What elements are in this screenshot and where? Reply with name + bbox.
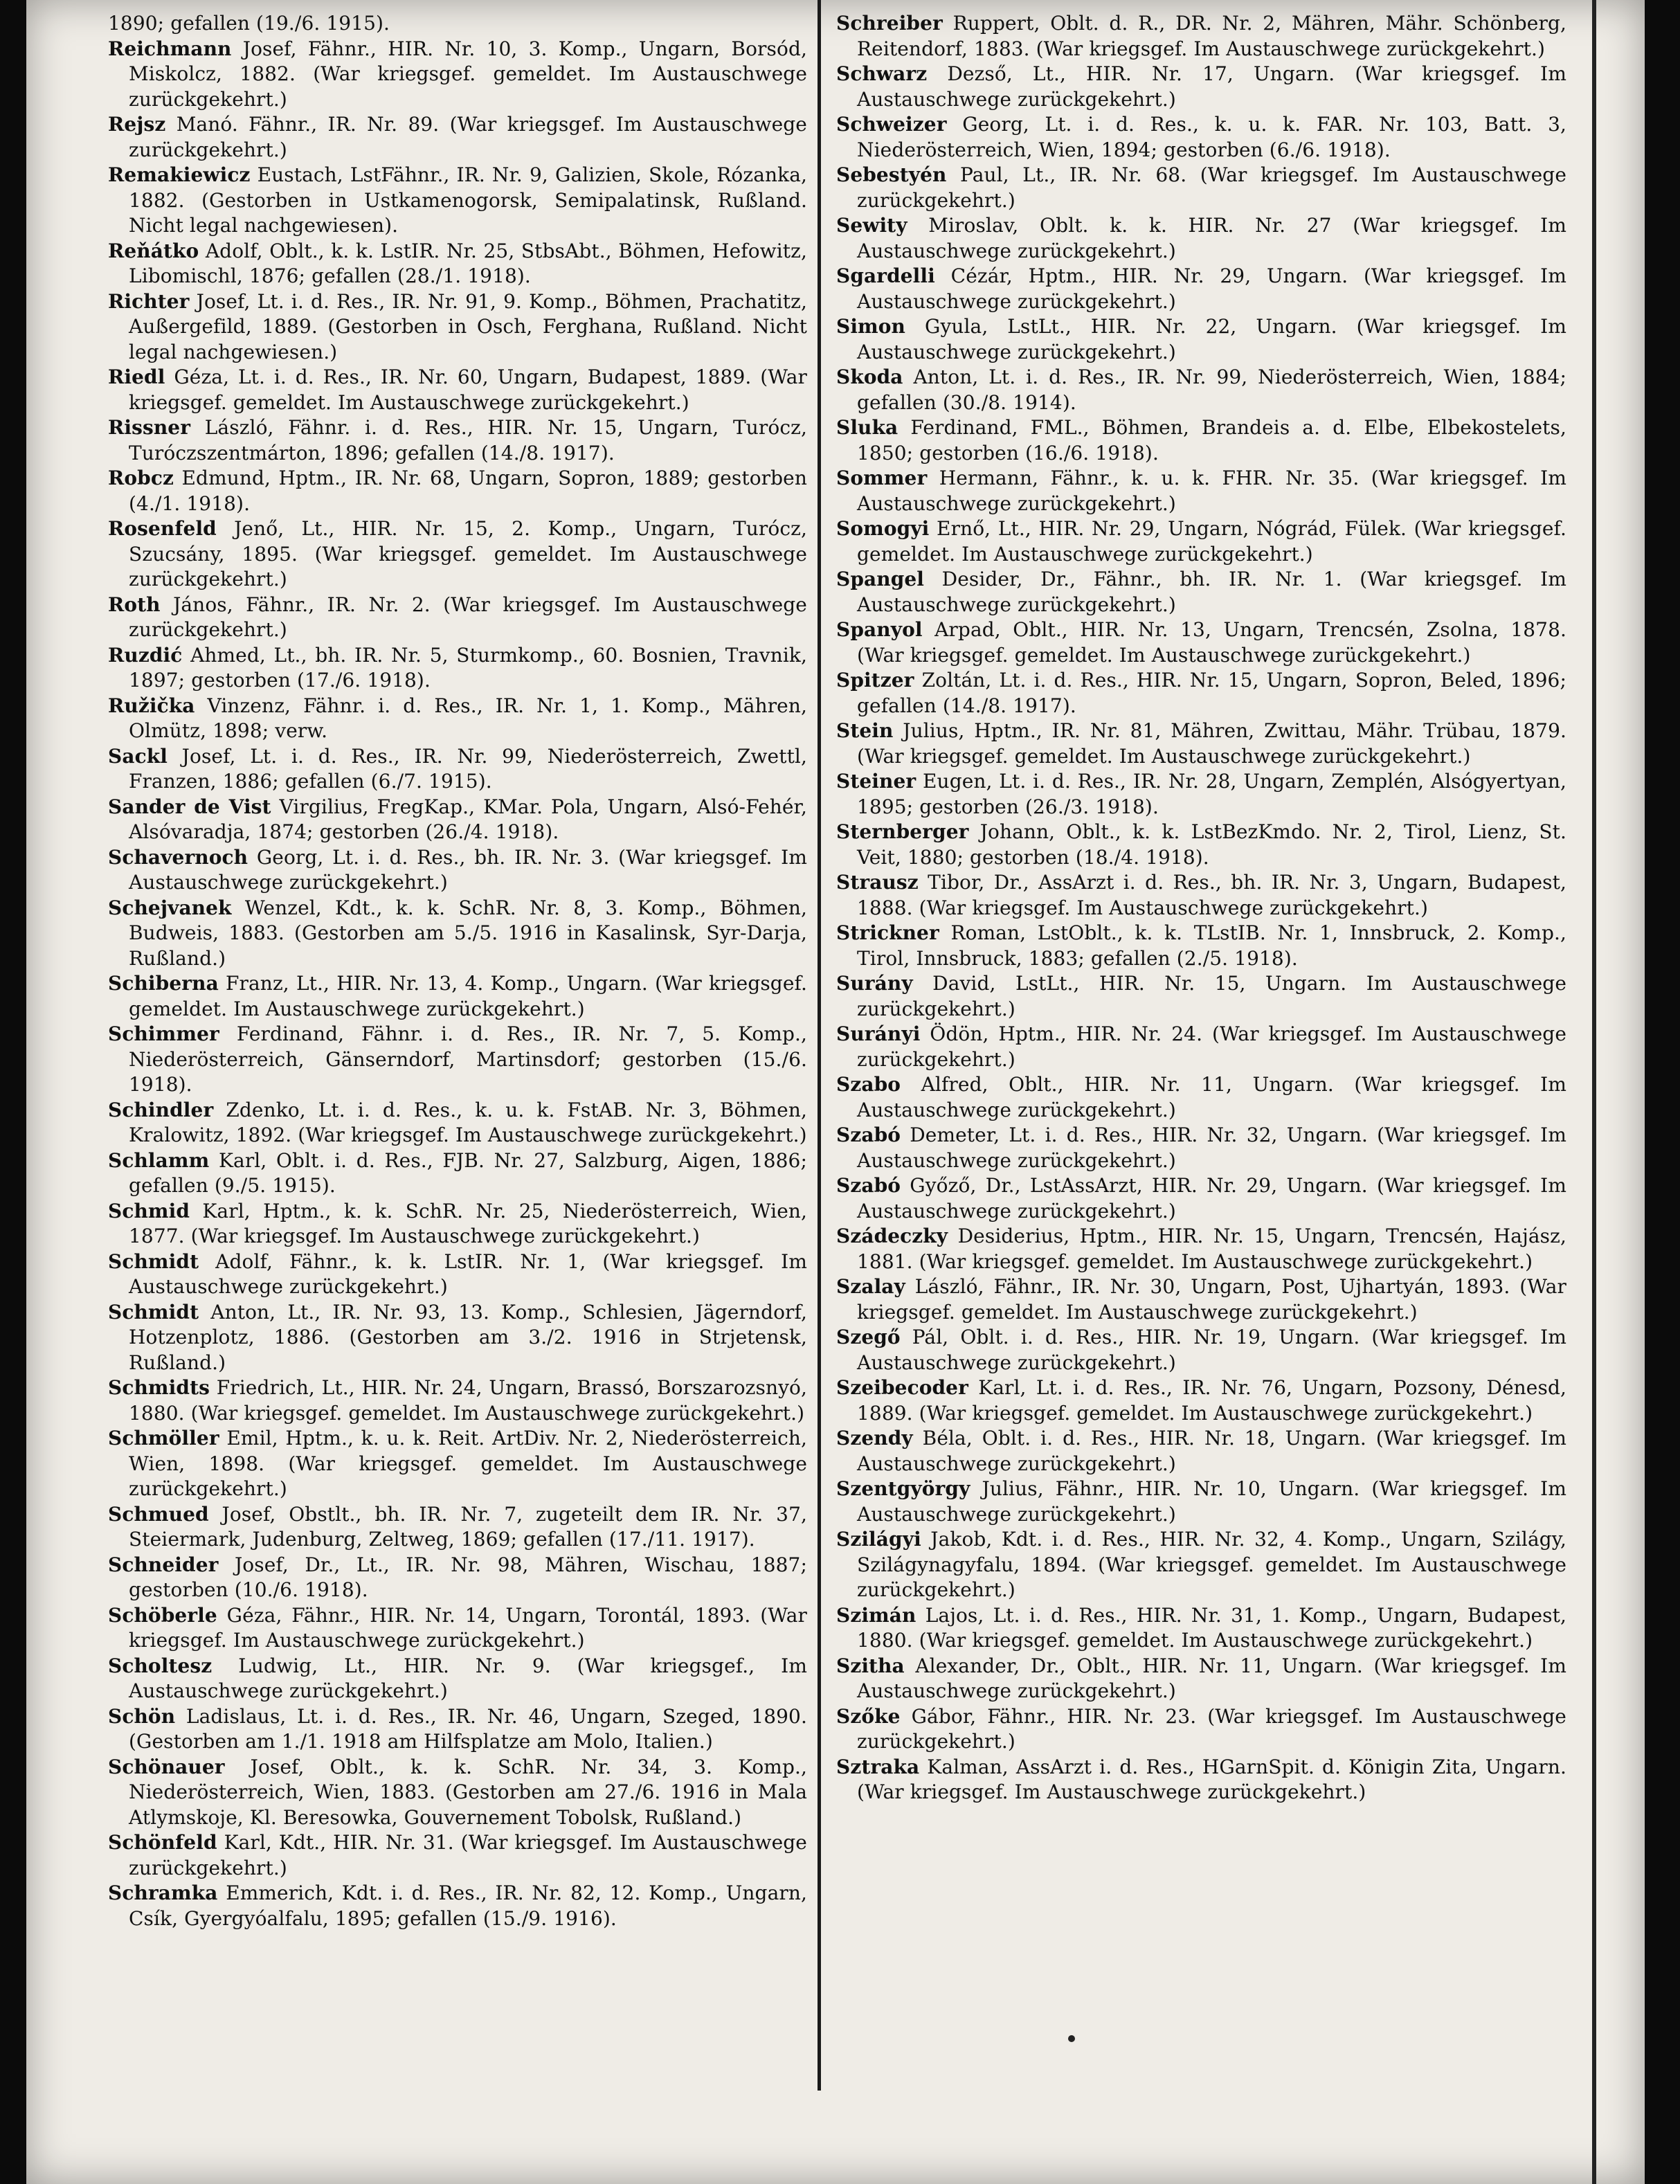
entry-surname: Somogyi: [836, 517, 930, 540]
left-column: [108, 11, 807, 2156]
entry-surname: Szitha: [836, 1654, 905, 1677]
entry-details: Anton, Lt. i. d. Res., IR. Nr. 99, Niederösterreich, Wien, 1884; gefallen (30./8. 1914).: [857, 365, 1566, 414]
entry-surname: Surány: [836, 972, 913, 995]
register-entry: [836, 820, 1566, 870]
entry-surname: Schejvanek: [108, 896, 232, 919]
entry-surname: Szilágyi: [836, 1528, 921, 1551]
register-entry: [836, 1426, 1566, 1477]
entry-surname: Sewity: [836, 214, 907, 237]
entry-details: Karl, Lt. i. d. Res., IR. Nr. 76, Ungarn, Pozsony, Dénesd, 1889. (War kriegsgef. gemeldet. Im Austauschwege zurückgekehrt.): [857, 1376, 1566, 1425]
register-entry: [836, 1072, 1566, 1123]
entry-details: Géza, Lt. i. d. Res., IR. Nr. 60, Ungarn, Budapest, 1889. (War kriegsgef. gemeldet. Im Austauschwege zurückgekehrt.): [129, 365, 807, 414]
entry-details: Josef, Lt. i. d. Res., IR. Nr. 91, 9. Komp., Böhmen, Prachatitz, Außergefild, 1889. (Gestorben in Osch, Ferghana, Rußland. Nicht legal nachgewiesen.): [129, 289, 807, 363]
entry-details: Wenzel, Kdt., k. k. SchR. Nr. 8, 3. Komp., Böhmen, Budweis, 1883. (Gestorben am 5./5. 1916 in Kasalinsk, Syr-Darja, Rußland.): [129, 896, 807, 970]
register-entry: [836, 1224, 1566, 1274]
entry-surname: Schmid: [108, 1199, 190, 1222]
entry-details: Adolf, Oblt., k. k. LstIR. Nr. 25, StbsAbt., Böhmen, Hefowitz, Libomischl, 1876; gefallen (28./1. 1918).: [129, 239, 807, 287]
register-entry: [108, 516, 807, 593]
entry-surname: Strausz: [836, 871, 919, 894]
register-entry: [836, 1477, 1566, 1527]
register-entry: [108, 971, 807, 1022]
entry-details: Josef, Lt. i. d. Res., IR. Nr. 99, Niederösterreich, Zwettl, Franzen, 1886; gefallen (6./7. 1915).: [129, 744, 807, 793]
entry-surname: Szimán: [836, 1603, 916, 1627]
register-entry: [108, 466, 807, 516]
register-entry: [836, 415, 1566, 466]
register-entry: [108, 1426, 807, 1502]
entry-details: 1890; gefallen (19./6. 1915).: [108, 12, 390, 35]
entry-details: Karl, Hptm., k. k. SchR. Nr. 25, Niederösterreich, Wien, 1877. (War kriegsgef. Im Austauschwege zurückgekehrt.): [129, 1199, 807, 1247]
entry-details: Ernő, Lt., HIR. Nr. 29, Ungarn, Nógrád, Fülek. (War kriegsgef. gemeldet. Im Austauschwege zurückgekehrt.): [857, 517, 1566, 566]
register-entry: [836, 112, 1566, 163]
register-entry: [108, 1375, 807, 1426]
entry-details: Hermann, Fähnr., k. u. k. FHR. Nr. 35. (War kriegsgef. Im Austauschwege zurückgekehrt.): [857, 467, 1566, 515]
register-entry: [836, 213, 1566, 264]
entry-surname: Sgardelli: [836, 264, 935, 287]
entry-surname: Robcz: [108, 467, 174, 489]
entry-details: Josef, Obstlt., bh. IR. Nr. 7, zugeteilt dem IR. Nr. 37, Steiermark, Judenburg, Zeltweg, 1869; gefallen (17./11. 1917).: [129, 1502, 807, 1551]
ink-spot: [1068, 2035, 1075, 2042]
register-entry: [108, 1603, 807, 1654]
entry-details: Georg, Lt. i. d. Res., bh. IR. Nr. 3. (War kriegsgef. Im Austauschwege zurückgekehrt.): [129, 845, 807, 894]
register-entry: [836, 1527, 1566, 1603]
register-entry: [108, 1654, 807, 1704]
register-entry: [836, 1755, 1566, 1805]
entry-surname: Schavernoch: [108, 845, 249, 869]
entry-surname: Spangel: [836, 568, 925, 590]
register-entry: [836, 314, 1566, 365]
register-entry: [108, 795, 807, 845]
entry-details: Josef, Dr., Lt., IR. Nr. 98, Mähren, Wischau, 1887; gestorben (10./6. 1918).: [129, 1553, 807, 1601]
right-column: [836, 11, 1566, 2156]
entry-surname: Roth: [108, 593, 161, 616]
register-entry: [836, 1603, 1566, 1654]
register-entry: [836, 769, 1566, 820]
entry-details: Jakob, Kdt. i. d. Res., HIR. Nr. 32, 4. Komp., Ungarn, Szilágy, Szilágynagyfalu, 1894. (War kriegsgef. gemeldet. Im Austauschwege zurückgekehrt.): [857, 1528, 1566, 1601]
entry-details: Karl, Oblt. i. d. Res., FJB. Nr. 27, Salzburg, Aigen, 1886; gefallen (9./5. 1915).: [129, 1148, 807, 1197]
entry-details: Karl, Kdt., HIR. Nr. 31. (War kriegsgef. Im Austauschwege zurückgekehrt.): [129, 1831, 807, 1879]
register-entry: [108, 1704, 807, 1755]
entry-details: Ahmed, Lt., bh. IR. Nr. 5, Sturmkomp., 60. Bosnien, Travnik, 1897; gestorben (17./6. 1918).: [129, 643, 807, 692]
entry-surname: Schön: [108, 1704, 176, 1728]
entry-details: Arpad, Oblt., HIR. Nr. 13, Ungarn, Trencsén, Zsolna, 1878. (War kriegsgef. gemeldet. Im Austauschwege zurückgekehrt.): [857, 618, 1566, 667]
entry-details: Emmerich, Kdt. i. d. Res., IR. Nr. 82, 12. Komp., Ungarn, Csík, Gyergyóalfalu, 1895; gefallen (15./9. 1916).: [129, 1881, 807, 1930]
entry-surname: Schimmer: [108, 1022, 219, 1045]
entry-details: László, Fähnr. i. d. Res., HIR. Nr. 15, Ungarn, Turócz, Turóczszentmárton, 1896; gefallen (14./8. 1917).: [129, 416, 807, 464]
entry-details: Miroslav, Oblt. k. k. HIR. Nr. 27 (War kriegsgef. Im Austauschwege zurückgekehrt.): [857, 214, 1566, 262]
entry-surname: Scholtesz: [108, 1654, 213, 1677]
register-entry: [108, 1881, 807, 1931]
entry-details: Zdenko, Lt. i. d. Res., k. u. k. FstAB. Nr. 3, Böhmen, Kralowitz, 1892. (War kriegsgef. Im Austauschwege zurückgekehrt.): [129, 1098, 807, 1146]
entry-details: Ferdinand, Fähnr. i. d. Res., IR. Nr. 7, 5. Komp., Niederösterreich, Gänserndorf, Martinsdorf; gestorben (15./6. 1918).: [129, 1022, 807, 1096]
register-entry: [836, 1375, 1566, 1426]
register-entry: [108, 11, 807, 37]
entry-details: Desider, Dr., Fähnr., bh. IR. Nr. 1. (War kriegsgef. Im Austauschwege zurückgekehrt.): [857, 568, 1566, 616]
entry-surname: Szőke: [836, 1704, 901, 1728]
entry-details: Georg, Lt. i. d. Res., k. u. k. FAR. Nr. 103, Batt. 3, Niederösterreich, Wien, 1894; gestorben (6./6. 1918).: [857, 113, 1566, 161]
entry-surname: Schindler: [108, 1098, 214, 1121]
entry-surname: Schneider: [108, 1553, 219, 1576]
entry-surname: Szabó: [836, 1123, 901, 1146]
entry-details: Ludwig, Lt., HIR. Nr. 9. (War kriegsgef., Im Austauschwege zurückgekehrt.): [129, 1654, 807, 1702]
register-entry: [836, 365, 1566, 415]
entry-surname: Schmöller: [108, 1427, 219, 1450]
entry-surname: Schöberle: [108, 1603, 217, 1627]
entry-surname: Sternberger: [836, 820, 969, 843]
entry-details: Jenő, Lt., HIR. Nr. 15, 2. Komp., Ungarn, Turócz, Szucsány, 1895. (War kriegsgef. gemeldet. Im Austauschwege zurückgekehrt.): [129, 517, 807, 590]
entry-details: Ladislaus, Lt. i. d. Res., IR. Nr. 46, Ungarn, Szeged, 1890. (Gestorben am 1./1. 1918 am Hilfsplatze am Molo, Italien.): [129, 1704, 807, 1753]
register-entry: [108, 593, 807, 643]
register-entry: [108, 845, 807, 896]
register-entry: [836, 163, 1566, 213]
entry-surname: Rissner: [108, 416, 191, 439]
register-entry: [836, 617, 1566, 668]
entry-details: Ruppert, Oblt. d. R., DR. Nr. 2, Mähren, Mähr. Schönberg, Reitendorf, 1883. (War kriegsgef. Im Austauschwege zurückgekehrt.): [857, 12, 1566, 60]
entry-details: Gábor, Fähnr., HIR. Nr. 23. (War kriegsgef. Im Austauschwege zurückgekehrt.): [857, 1704, 1566, 1753]
entry-details: Alfred, Oblt., HIR. Nr. 11, Ungarn. (War kriegsgef. Im Austauschwege zurückgekehrt.): [857, 1073, 1566, 1121]
register-entry: [108, 289, 807, 365]
register-entry: [108, 1502, 807, 1553]
register-entry: [836, 466, 1566, 516]
register-entry: [836, 1325, 1566, 1375]
entry-surname: Spanyol: [836, 618, 923, 641]
register-entry: [836, 921, 1566, 971]
scanned-page: [26, 0, 1645, 2184]
entry-details: Roman, LstOblt., k. k. TLstIB. Nr. 1, Innsbruck, 2. Komp., Tirol, Innsbruck, 1883; gefallen (2./5. 1918).: [857, 921, 1566, 970]
register-entry: [108, 643, 807, 694]
register-entry: [108, 1553, 807, 1603]
entry-surname: Schramka: [108, 1881, 218, 1904]
entry-details: Pál, Oblt. i. d. Res., HIR. Nr. 19, Ungarn. (War kriegsgef. Im Austauschwege zurückgekehrt.): [857, 1326, 1566, 1374]
entry-surname: Schönfeld: [108, 1831, 217, 1854]
register-entry: [836, 1274, 1566, 1325]
register-entry: [836, 1654, 1566, 1704]
entry-details: Vinzenz, Fähnr. i. d. Res., IR. Nr. 1, 1. Komp., Mähren, Olmütz, 1898; verw.: [129, 694, 807, 742]
register-entry: [836, 719, 1566, 769]
register-entry: [836, 11, 1566, 62]
entry-surname: Schreiber: [836, 12, 943, 35]
entry-details: Josef, Oblt., k. k. SchR. Nr. 34, 3. Komp., Niederösterreich, Wien, 1883. (Gestorben am 27./6. 1916 in Mala Atlymskoje, Kl. Beresowka, Gouvernement Tobolsk, Rußland.): [129, 1755, 807, 1829]
entry-details: Eugen, Lt. i. d. Res., IR. Nr. 28, Ungarn, Zemplén, Alsógyertyan, 1895; gestorben (26./3. 1918).: [857, 770, 1566, 818]
entry-details: Anton, Lt., IR. Nr. 93, 13. Komp., Schlesien, Jägerndorf, Hotzenplotz, 1886. (Gestorben am 3./2. 1916 in Strjetensk, Rußland.): [129, 1300, 807, 1374]
entry-surname: Ruzdić: [108, 643, 183, 667]
register-entry: [836, 1173, 1566, 1224]
entry-surname: Reichmann: [108, 37, 232, 60]
entry-surname: Richter: [108, 289, 190, 313]
register-entry: [108, 365, 807, 415]
page-edge-shadow: [1592, 0, 1596, 2184]
entry-details: Emil, Hptm., k. u. k. Reit. ArtDiv. Nr. 2, Niederösterreich, Wien, 1898. (War kriegsgef. gemeldet. Im Austauschwege zurückgekehrt.): [129, 1427, 807, 1500]
entry-surname: Sackl: [108, 744, 168, 768]
entry-surname: Sommer: [836, 467, 928, 489]
entry-surname: Sebestyén: [836, 163, 947, 186]
entry-details: Edmund, Hptm., IR. Nr. 68, Ungarn, Sopron, 1889; gestorben (4./1. 1918).: [129, 467, 807, 515]
entry-details: János, Fähnr., IR. Nr. 2. (War kriegsgef. Im Austauschwege zurückgekehrt.): [129, 593, 807, 641]
register-entry: [108, 415, 807, 466]
register-entry: [836, 870, 1566, 921]
entry-surname: Rosenfeld: [108, 517, 217, 540]
entry-surname: Surányi: [836, 1022, 921, 1045]
entry-surname: Szeibecoder: [836, 1376, 968, 1399]
register-entry: [836, 516, 1566, 567]
register-entry: [108, 1098, 807, 1148]
entry-surname: Sztraka: [836, 1755, 920, 1778]
entry-details: Paul, Lt., IR. Nr. 68. (War kriegsgef. Im Austauschwege zurückgekehrt.): [857, 163, 1566, 212]
entry-surname: Schmidts: [108, 1376, 210, 1399]
entry-details: David, LstLt., HIR. Nr. 15, Ungarn. Im Austauschwege zurückgekehrt.): [857, 972, 1566, 1020]
entry-surname: Riedl: [108, 365, 165, 388]
entry-details: Franz, Lt., HIR. Nr. 13, 4. Komp., Ungarn. (War kriegsgef. gemeldet. Im Austauschwege zurückgekehrt.): [129, 972, 807, 1020]
entry-details: Friedrich, Lt., HIR. Nr. 24, Ungarn, Brassó, Borszarozsnyó, 1880. (War kriegsgef. gemeldet. Im Austauschwege zurückgekehrt.): [129, 1376, 807, 1425]
entry-surname: Sander de Vist: [108, 795, 271, 818]
register-entry: [108, 896, 807, 972]
entry-surname: Schiberna: [108, 972, 219, 995]
entry-details: Julius, Fähnr., HIR. Nr. 10, Ungarn. (War kriegsgef. Im Austauschwege zurückgekehrt.): [857, 1477, 1566, 1526]
entry-surname: Schmued: [108, 1502, 209, 1526]
entry-details: Gyula, LstLt., HIR. Nr. 22, Ungarn. (War kriegsgef. Im Austauschwege zurückgekehrt.): [857, 315, 1566, 363]
register-entry: [108, 163, 807, 239]
register-entry: [836, 264, 1566, 314]
entry-surname: Szegő: [836, 1326, 901, 1348]
entry-details: Demeter, Lt. i. d. Res., HIR. Nr. 32, Ungarn. (War kriegsgef. Im Austauschwege zurückgekehrt.): [857, 1123, 1566, 1172]
entry-surname: Steiner: [836, 770, 916, 793]
entry-surname: Szentgyörgy: [836, 1477, 970, 1500]
entry-surname: Remakiewicz: [108, 163, 251, 186]
entry-details: Julius, Hptm., IR. Nr. 81, Mähren, Zwittau, Mähr. Trübau, 1879. (War kriegsgef. gemeldet. Im Austauschwege zurückgekehrt.): [857, 719, 1566, 768]
register-entry: [836, 1704, 1566, 1755]
register-entry: [108, 1249, 807, 1300]
register-entry: [108, 1830, 807, 1881]
register-entry: [836, 1022, 1566, 1072]
entry-surname: Szabo: [836, 1073, 901, 1096]
entry-details: Cézár, Hptm., HIR. Nr. 29, Ungarn. (War kriegsgef. Im Austauschwege zurückgekehrt.): [857, 264, 1566, 313]
register-entry: [108, 1300, 807, 1376]
entry-details: Béla, Oblt. i. d. Res., HIR. Nr. 18, Ungarn. (War kriegsgef. Im Austauschwege zurückgekehrt.): [857, 1427, 1566, 1475]
register-entry: [108, 1148, 807, 1199]
entry-details: Alexander, Dr., Oblt., HIR. Nr. 11, Ungarn. (War kriegsgef. Im Austauschwege zurückgekehrt.): [857, 1654, 1566, 1702]
entry-surname: Skoda: [836, 365, 903, 388]
entry-details: Kalman, AssArzt i. d. Res., HGarnSpit. d. Königin Zita, Ungarn. (War kriegsgef. Im Austauschwege zurückgekehrt.): [857, 1755, 1566, 1803]
entry-details: Eustach, LstFähnr., IR. Nr. 9, Galizien, Skole, Rózanka, 1882. (Gestorben in Ustkamenogorsk, Semipalatinsk, Rußland. Nicht legal nachgewiesen).: [129, 163, 807, 237]
entry-details: Zoltán, Lt. i. d. Res., HIR. Nr. 15, Ungarn, Sopron, Beled, 1896; gefallen (14./8. 1917).: [857, 669, 1566, 717]
entry-surname: Schmidt: [108, 1300, 199, 1324]
entry-details: Adolf, Fähnr., k. k. LstIR. Nr. 1, (War kriegsgef. Im Austauschwege zurückgekehrt.): [129, 1249, 807, 1298]
entry-details: Desiderius, Hptm., HIR. Nr. 15, Ungarn, Trencsén, Hajász, 1881. (War kriegsgef. gemeldet. Im Austauschwege zurückgekehrt.): [857, 1225, 1566, 1273]
register-entry: [108, 1199, 807, 1249]
entry-details: Dezső, Lt., HIR. Nr. 17, Ungarn. (War kriegsgef. Im Austauschwege zurückgekehrt.): [857, 62, 1566, 111]
entry-surname: Szalay: [836, 1275, 905, 1298]
entry-surname: Szendy: [836, 1427, 913, 1450]
column-divider: [818, 0, 821, 2091]
register-entry: [108, 744, 807, 795]
register-entry: [836, 668, 1566, 719]
entry-details: Géza, Fähnr., HIR. Nr. 14, Ungarn, Torontál, 1893. (War kriegsgef. Im Austauschwege zurückgekehrt.): [129, 1603, 807, 1652]
entry-surname: Sluka: [836, 416, 898, 439]
register-entry: [836, 567, 1566, 617]
entry-surname: Spitzer: [836, 669, 914, 692]
entry-details: Ödön, Hptm., HIR. Nr. 24. (War kriegsgef. Im Austauschwege zurückgekehrt.): [857, 1022, 1566, 1071]
register-entry: [836, 1123, 1566, 1173]
register-entry: [108, 1755, 807, 1831]
entry-details: Johann, Oblt., k. k. LstBezKmdo. Nr. 2, Tirol, Lienz, St. Veit, 1880; gestorben (18./4. 1918).: [857, 820, 1566, 869]
entry-details: Győző, Dr., LstAssArzt, HIR. Nr. 29, Ungarn. (War kriegsgef. Im Austauschwege zurückgekehrt.): [857, 1174, 1566, 1222]
entry-details: Manó. Fähnr., IR. Nr. 89. (War kriegsgef. Im Austauschwege zurückgekehrt.): [129, 113, 807, 161]
register-entry: [108, 37, 807, 113]
entry-surname: Ružička: [108, 694, 195, 717]
register-entry: [108, 112, 807, 163]
entry-surname: Szabó: [836, 1174, 901, 1197]
register-entry: [836, 62, 1566, 112]
entry-surname: Schönauer: [108, 1755, 225, 1778]
entry-surname: Schmidt: [108, 1249, 199, 1273]
entry-surname: Schlamm: [108, 1148, 210, 1172]
entry-details: Ferdinand, FML., Böhmen, Brandeis a. d. Elbe, Elbekostelets, 1850; gestorben (16./6. 1918).: [857, 416, 1566, 464]
entry-details: Josef, Fähnr., HIR. Nr. 10, 3. Komp., Ungarn, Borsód, Miskolcz, 1882. (War kriegsgef. gemeldet. Im Austauschwege zurückgekehrt.): [129, 37, 807, 111]
entry-surname: Szádeczky: [836, 1225, 948, 1247]
register-entry: [108, 1022, 807, 1098]
entry-surname: Rejsz: [108, 113, 166, 136]
entry-details: László, Fähnr., IR. Nr. 30, Ungarn, Post, Ujhartyán, 1893. (War kriegsgef. gemeldet. Im Austauschwege zurückgekehrt.): [857, 1275, 1566, 1324]
entry-surname: Strickner: [836, 921, 939, 944]
entry-surname: Schweizer: [836, 113, 947, 136]
register-entry: [108, 694, 807, 744]
register-entry: [836, 971, 1566, 1022]
register-entry: [108, 239, 807, 289]
entry-surname: Simon: [836, 315, 906, 338]
entry-details: Lajos, Lt. i. d. Res., HIR. Nr. 31, 1. Komp., Ungarn, Budapest, 1880. (War kriegsgef. gemeldet. Im Austauschwege zurückgekehrt.): [857, 1603, 1566, 1652]
entry-surname: Schwarz: [836, 62, 928, 85]
entry-details: Tibor, Dr., AssArzt i. d. Res., bh. IR. Nr. 3, Ungarn, Budapest, 1888. (War kriegsgef. Im Austauschwege zurückgekehrt.): [857, 871, 1566, 919]
entry-surname: Reňátko: [108, 239, 199, 262]
entry-details: Virgilius, FregKap., KMar. Pola, Ungarn, Alsó-Fehér, Alsóvaradja, 1874; gestorben (26./4. 1918).: [129, 795, 807, 843]
entry-surname: Stein: [836, 719, 894, 742]
